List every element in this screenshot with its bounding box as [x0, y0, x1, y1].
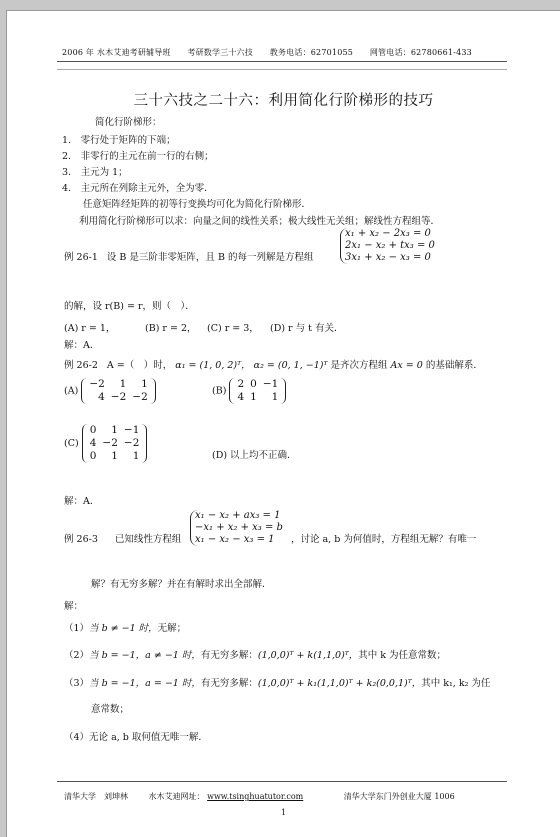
matrix: 2 0 −1 4 1 1 [229, 378, 286, 404]
rule-item: 4. 主元所在列除主元外，全为零． [62, 183, 214, 194]
rule-item: 2. 非零行的主元在前一行的右侧； [62, 151, 214, 162]
option-b-matrix [212, 378, 286, 404]
rule-item: 3. 主元为 1； [62, 167, 128, 178]
example-26-3-intro [64, 531, 181, 545]
header-subject: 考研数学三十六技 [187, 48, 254, 57]
document-page [7, 11, 560, 837]
rule-item: 1. 零行处于矩阵的下端； [62, 135, 176, 146]
equation-line: 2x₁ − x₂ + tx₃ = 0 [345, 240, 435, 251]
equation-system [190, 510, 283, 546]
example-text: 设 B 是三阶非零矩阵，且 B 的每一列解是方程组 [106, 252, 314, 263]
viewer-left-bar [0, 10, 7, 837]
equation-line: x₁ − x₂ − x₃ = 1 [195, 534, 275, 545]
page-header [62, 47, 486, 58]
footer-url-link[interactable]: www.tsinghuatutor.com [207, 792, 304, 801]
page-footer [64, 791, 455, 802]
example-text: ，讨论 a, b 为何值时，方程组无解？有唯一 [291, 534, 477, 545]
equation-line: x₁ − x₂ + ax₃ = 1 [195, 510, 281, 521]
option-d: (D) r 与 t 有关． [270, 323, 344, 334]
option-c: (C) r = 3， [207, 323, 259, 334]
example-label: 例 26-3 [64, 534, 98, 545]
option-a: (A) r = 1， [64, 323, 116, 334]
option-a-matrix [64, 378, 156, 404]
footer-author: 清华大学 刘坤林 [64, 792, 128, 801]
option-d: (D) 以上均不正确． [212, 450, 297, 461]
header-online-phone: 网管电话：62780661-433 [369, 48, 472, 57]
equation-ax0: Ax = 0 [390, 360, 423, 371]
header-rule [57, 61, 507, 62]
example-text: A =（ ）时， [106, 360, 173, 371]
note-paragraph: 任意矩阵经矩阵的初等行变换均可化为简化行阶梯形． [83, 199, 312, 210]
footer-rule [57, 781, 507, 782]
answer-text: 解：A． [64, 340, 100, 351]
page-number: 1 [280, 808, 287, 817]
example-text: 是齐次方程组 [330, 360, 388, 371]
example-text: 解？有无穷多解？并在有解时求出全部解． [91, 579, 272, 590]
solution-item: （2）当 b = −1，a ≠ −1 时，有无穷多解：(1,0,0)ᵀ + k(1,1,0)ᵀ，其中 k 为任意常数； [64, 650, 447, 661]
section-heading: 简化行阶梯形： [95, 117, 162, 128]
option-b: (B) r = 2， [145, 323, 197, 334]
option-c-matrix [64, 424, 147, 463]
equation-line: 3x₁ + x₂ − x₃ = 0 [345, 252, 431, 263]
matrix: −2 1 1 4 −2 −2 [81, 378, 155, 404]
answer-text: 解：A． [64, 496, 100, 507]
page-title: 三十六技之二十六：利用简化行阶梯形的技巧 [133, 93, 434, 109]
solution-item: （4）无论 a, b 取何值无唯一解． [64, 732, 208, 743]
equation-system [340, 228, 435, 264]
equation-line: x₁ + x₂ − 2x₃ = 0 [345, 228, 431, 239]
example-26-1-cont: 的解，设 r(B) = r，则（ ）． [64, 301, 195, 312]
alpha2-vector: α₂ = (0, 1, −1)ᵀ [253, 360, 328, 371]
example-label: 例 26-2 [64, 360, 98, 371]
footer-address: 清华大学东门外创业大厦 1006 [343, 792, 455, 801]
header-rule-2 [57, 69, 507, 70]
note-paragraph: 利用简化行阶梯形可以求：向量之间的线性关系；极大线性无关组；解线性方程组等． [79, 216, 441, 227]
viewer-top-bar [0, 0, 560, 11]
solution-item: （3）当 b = −1，a = −1 时，有无穷多解：(1,0,0)ᵀ + k₁(1,1,0)ᵀ + k₂(0,0,1)ᵀ，其中 k₁, k₂ 为任 [64, 678, 491, 689]
solution-item-cont: 意常数； [91, 704, 130, 715]
example-label: 例 26-1 [64, 252, 98, 263]
option-label: (A) [64, 385, 79, 397]
example-26-1-intro [64, 249, 313, 263]
header-teaching-phone: 教务电话：62701055 [269, 48, 354, 57]
footer-site-label: 水木艾迪网址： [148, 792, 205, 801]
option-label: (B) [212, 385, 227, 397]
equation-line: −x₁ + x₂ + x₃ = b [195, 522, 283, 533]
alpha1-vector: α₁ = (1, 0, 2)ᵀ， [175, 360, 251, 371]
example-text: 的基础解系． [425, 360, 483, 371]
matrix: 0 1 −1 4 −2 −2 0 1 1 [82, 424, 148, 463]
solution-item: （1）当 b ≠ −1 时，无解； [64, 623, 187, 634]
header-course: 2006 年 水木艾迪考研辅导班 [62, 48, 171, 57]
example-text: 已知线性方程组 [114, 534, 182, 545]
option-label: (C) [64, 438, 79, 449]
answer-text: 解： [64, 601, 84, 612]
example-26-2-intro [64, 357, 483, 371]
